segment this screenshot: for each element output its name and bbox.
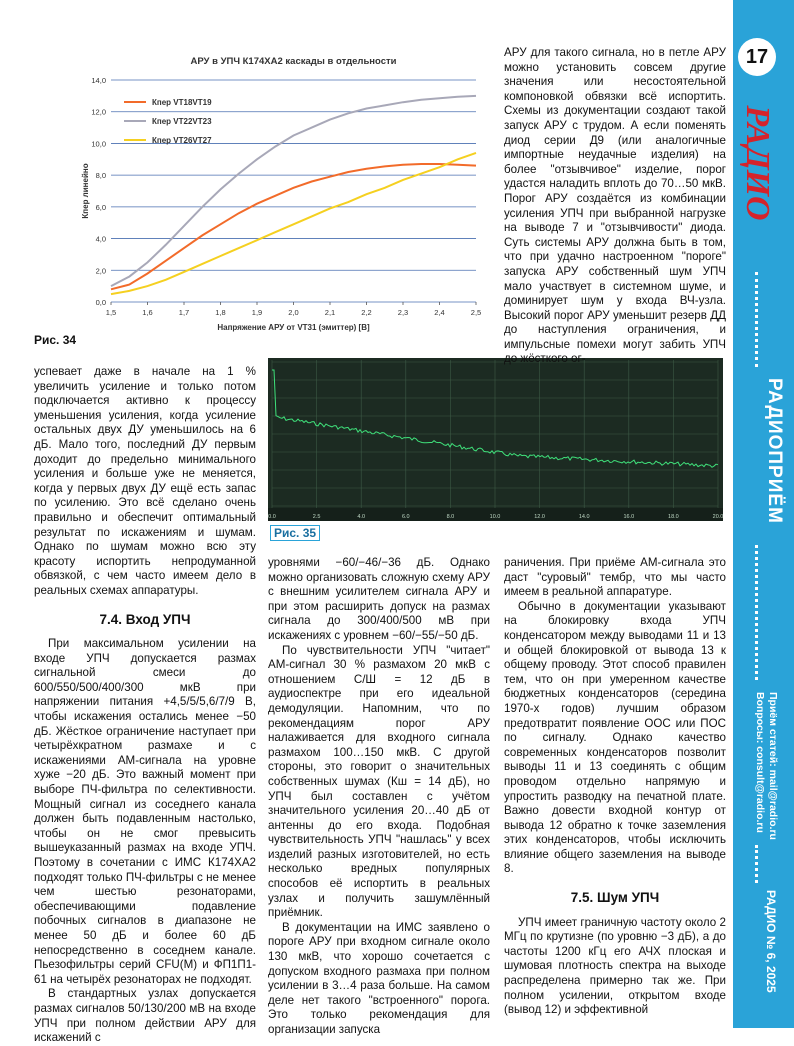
- legend-label-1: Кпер VT18VT19: [152, 98, 212, 107]
- contacts-articles: Приём статей: mail@radio.ru: [767, 692, 779, 840]
- series-line-3: [111, 153, 476, 294]
- text-column-top-right: [504, 46, 726, 367]
- figure-34-caption: Рис. 34: [34, 333, 77, 347]
- contacts: [753, 692, 779, 840]
- legend-label-2: Кпер VT22VT23: [152, 117, 212, 126]
- y-tick-label: 12,0: [91, 107, 106, 117]
- y-tick-label: 4,0: [95, 234, 106, 244]
- x-tick-label: 2,5: [470, 308, 482, 317]
- y-tick-label: 8,0: [95, 171, 106, 181]
- sidebar-dots-2: [755, 545, 762, 680]
- y-tick-label: 2,0: [95, 266, 106, 276]
- paragraph: раничения. При приёме АМ-сигнала это даст "суровый" тембр, что мы часто имеем в реальной аппаратуре.: [504, 556, 726, 599]
- spectrum-x-tick: 12.0: [534, 514, 545, 520]
- text-column-middle: [268, 556, 490, 1038]
- radio-logo-text: РАДИО: [739, 105, 776, 221]
- x-axis-label: Напряжение АРУ от VT31 (эмиттер) [В]: [217, 323, 370, 332]
- chart-svg: [76, 50, 488, 340]
- y-tick-label: 14,0: [91, 76, 106, 85]
- sidebar-dots-3: [755, 845, 762, 883]
- spectrum-svg: [268, 358, 723, 521]
- figure-35-spectrum-image: [268, 358, 723, 521]
- contacts-questions: Вопросы: consult@radio.ru: [754, 692, 766, 833]
- spectrum-x-tick: 2.5: [312, 514, 321, 520]
- radio-logo: [739, 84, 776, 264]
- spectrum-x-tick: 14.0: [578, 514, 590, 520]
- section-heading: 7.5. Шум УПЧ: [570, 890, 660, 906]
- y-tick-label: 0,0: [95, 298, 106, 307]
- paragraph: В документации на ИМС заявлено о пороге АРУ при входном сигнале около 130 мкВ, что хорошо сочетается с допуском входного размаха при полном усилении в 3…4 раза больше. На самом деле нет такого "встроенного" порога. Это только рекомендация для организации запуска: [268, 920, 490, 1036]
- spectrum-background: [268, 358, 723, 521]
- text-column-left: [34, 365, 256, 1046]
- x-tick-label: 2,2: [361, 308, 372, 317]
- spectrum-x-tick: 10.0: [489, 514, 501, 520]
- paragraph: уровнями −60/−46/−36 дБ. Однако можно организовать сложную схему АРУ с внешним усилителем сигнала АРУ и при этом расширить допуск на размах сигнала до 300/400/500 мВ при искажениях с уровнем −60/−55/−50 дБ.: [268, 556, 490, 642]
- x-tick-label: 1,5: [105, 308, 117, 317]
- spectrum-x-tick: 8.0: [446, 514, 455, 520]
- section-heading: 7.4. Вход УПЧ: [99, 611, 191, 627]
- page-number: 17: [738, 38, 776, 76]
- chart-title: АРУ в УПЧ К174ХА2 каскады в отдельности: [190, 56, 397, 67]
- paragraph: Обычно в документации указывают на блокировку входа УПЧ конденсатором между выводами 11 и 13 и общей блокировкой от вывода 13 к общему проводу. Этот способ правилен тем, что он при умеренном качестве бюджетных конденсаторов (середина 1970-х годов) лучшим образом предотвратит появление ООС или ПОС по сигналу. Однако качество современных конденсаторов позволит выводы 11 и 13 соединять с общим проводом отдельно напрямую и упростить разводку на печатной плате. Важно довести входной контур от вывода 12 обратно к точке заземления этих конденсаторов, чтобы исключить влияние общего заземления на выводе 8.: [504, 599, 726, 876]
- paragraph: АРУ для такого сигнала, но в петле АРУ можно установить совсем другие значения или несостоятельной компоновкой обвязки всё испортить. Схемы из документации создают такой запуск АРУ с трудом. А если поменять диод серии Д9 (или аналогичные импортные неудачные изделия) на более "отзывчивое" изделие, порог удастся наладить вплоть до 70…50 мкВ. Порог АРУ создаётся из комбинации усиления УПЧ при выбранной нагрузке на выводе 7 и "отзывчивости" диода. Суть системы АРУ должна быть в том, что при удачно настроенном "пороге" запуска АРУ собственный шум УПЧ мало участвует в системном шуме, и доминирует шум у входа ВЧ-узла. Высокий порог АРУ уменьшит резерв ДД до наступления ограничения, и импульсные помехи могут забить УПЧ до жёсткого ог-: [504, 46, 726, 366]
- legend-label-3: Кпер VT26VT27: [152, 136, 212, 145]
- spectrum-x-tick: 4.0: [357, 514, 366, 520]
- y-tick-label: 10,0: [91, 139, 106, 149]
- paragraph: УПЧ имеет граничную частоту около 2 МГц по крутизне (по уровню −3 дБ), а до частоты 1200 кГц его АЧХ плоская и шумовая плотность спектра на выходе распределена примерно так же. При полном усилении, открытом входе (вывод 12) и эффективной: [504, 915, 726, 1017]
- x-tick-label: 2,0: [288, 308, 299, 317]
- y-axis-label: Кпер линейно: [81, 163, 90, 219]
- x-tick-label: 2,1: [324, 308, 336, 317]
- spectrum-x-tick: 0.0: [268, 514, 276, 520]
- paragraph: При максимальном усилении на входе УПЧ допускается размах сигнальной смеси до 600/550/500/400/300 мкВ при напряжении питания +4,5/5/5,6/7/9 В, чтобы искажения остались менее −50 дБ. Жёсткое ограничение наступает при четырёхкратном размахе и с искажениями АМ-сигнала на уровне хуже −20 дБ. Это важный момент при выборе ПЧ-фильтра по селективности. Мощный сигнал из соседнего канала должен быть подавленным настолько, чтобы он не смог превысить вышеуказанный размах на входе УПЧ. Поэтому в сочетании с ИМС К174ХА2 подходят только ПЧ-фильтры с не менее чем шестью резонаторами, обеспечивающими подавление побочных сигналов в диапазоне не менее 50 дБ и более 60 дБ непосредственно в соседнем канале. Пьезофильтры серий CFU(M) и ФП1П1-61 на четырёх резонаторах не подходят.: [34, 637, 256, 986]
- x-tick-label: 1,7: [178, 308, 190, 317]
- paragraph: По чувствительности УПЧ "читает" АМ-сигнал 30 % размахом 20 мкВ с отношением С/Ш = 12 дБ в аудиоспектре при его идеальной демодуляции. Напомним, что по рекомендациям порог АРУ налаживается для входного сигнала размахом 100…150 мкВ. С другой стороны, это говорит о значительных собственных шумах (Кш = 14 дБ), но УПЧ был составлен с учётом значительного усиления 20…40 дБ от антенны до его входа. Подобная чувствительность УПЧ "нашлась" у всех изделий разных изготовителей, но есть несколько вредных популярных способов её испортить в реальных узлах и получить зашумлённый приёмник.: [268, 643, 490, 920]
- sidebar-dots-1: [755, 272, 762, 367]
- spectrum-x-tick: 18.0: [668, 514, 679, 520]
- x-tick-label: 2,4: [434, 308, 445, 317]
- x-tick-label: 2,3: [397, 308, 409, 317]
- text-column-right: [504, 556, 726, 1018]
- spectrum-x-tick: 16.0: [623, 514, 635, 520]
- paragraph: успевает даже в начале на 1 % увеличить усиление и только потом подключается активно к процессу уменьшения усиления, когда усиление остальных двух ДУ уменьшилось на 6 дБ. Мало того, последний ДУ первым доходит до предельно минимального усиления и больше уже не меняется, когда у первых двух ДУ ещё есть запас по усилению. Это всё сделано очень правильно и обеспечит оптимальный результат по искажениям и шумам. Однако по шумам можно всю эту красоту испортить непродуманной обвязкой, с чем часто имеем дело в реальных схемах аппаратуры.: [34, 365, 256, 597]
- x-tick-label: 1,6: [142, 308, 153, 317]
- x-tick-label: 1,9: [251, 308, 263, 317]
- y-tick-label: 6,0: [95, 202, 106, 212]
- paragraph: В стандартных узлах допускается размах сигналов 50/130/200 мВ на входе УПЧ при полном действии АРУ для искажений с: [34, 987, 256, 1045]
- figure-34-chart: [76, 50, 488, 340]
- issue-label: РАДИО № 6, 2025: [764, 890, 778, 993]
- spectrum-x-tick: 6.0: [401, 514, 410, 520]
- section-title: РАДИОПРИЁМ: [764, 378, 785, 524]
- spectrum-x-tick: 20.0: [712, 514, 723, 520]
- figure-35-caption: Рис. 35: [270, 525, 320, 541]
- x-tick-label: 1,8: [215, 308, 226, 317]
